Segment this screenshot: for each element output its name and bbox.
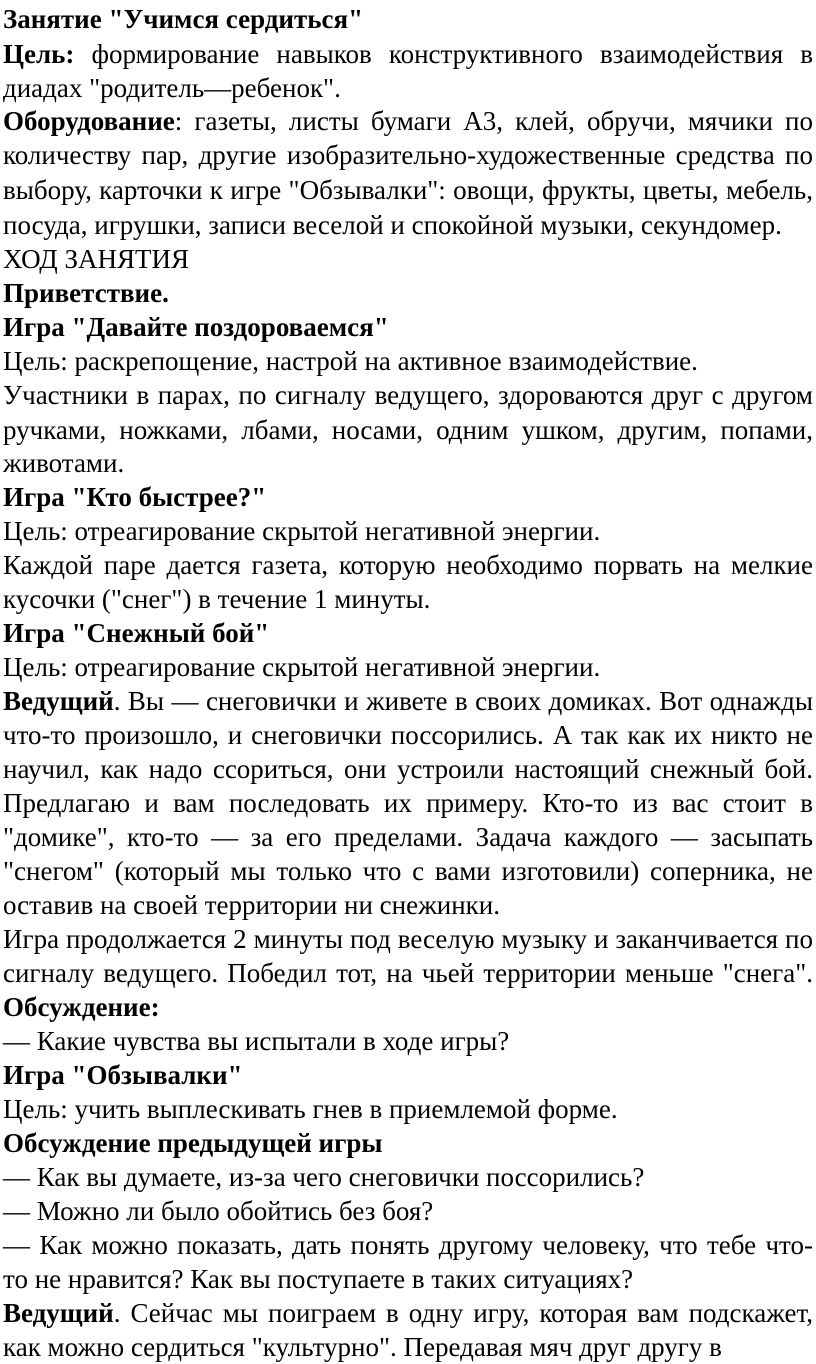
text-run: количеству пар, другие изобразительно-художественные средства по: [3, 140, 813, 170]
text-run: ХОД ЗАНЯТИЯ: [3, 244, 189, 274]
text-line: [3, 1160, 813, 1194]
text-line: [3, 71, 813, 105]
text-line: [3, 990, 813, 1024]
text-run: сигналу ведущего. Победил тот, на чьей территории меньше "снега".: [3, 958, 813, 988]
text-run: Цель: отреагирование скрытой негативной энергии.: [3, 516, 601, 546]
text-run: ручками, ножками, лбами, носами, одним ушком, другим, попами,: [3, 415, 813, 445]
text-line: [3, 854, 813, 888]
text-run: Участники в парах, по сигналу ведущего, здороваются друг с другом: [3, 380, 813, 410]
text-line: [3, 582, 813, 616]
bold-text: Обсуждение:: [3, 992, 160, 1022]
text-line: [3, 2, 813, 36]
text-line: [3, 208, 813, 242]
text-run: Цель: отреагирование скрытой негативной энергии.: [3, 652, 601, 682]
text-run: оставив на своей территории ни снежинки.: [3, 890, 500, 920]
text-line: [3, 1194, 813, 1228]
text-line: [3, 956, 813, 990]
text-line: [3, 718, 813, 752]
text-run: кусочки ("снег") в течение 1 минуты.: [3, 584, 431, 614]
text-line: [3, 413, 813, 447]
text-line: [3, 446, 813, 480]
text-line: [3, 548, 813, 582]
bold-text: Обсуждение предыдущей игры: [3, 1128, 383, 1158]
bold-text: Приветствие.: [3, 278, 169, 308]
text-line: [3, 752, 813, 786]
text-line: [3, 1262, 813, 1296]
text-run: диадах "родитель—ребенок".: [3, 73, 341, 103]
text-line: [3, 888, 813, 922]
bold-text: Игра "Давайте поздороваемся": [3, 312, 389, 342]
bold-text: Игра "Кто быстрее?": [3, 482, 267, 512]
bold-text: Занятие "Учимся сердиться": [3, 4, 364, 34]
text-run: : газеты, листы бумаги А3, клей, обручи, мячики по: [174, 106, 813, 136]
text-run: Предлагаю и вам последовать их примеру. Кто-то из вас стоит в: [3, 788, 813, 818]
text-line: [3, 1126, 813, 1160]
text-line: [3, 310, 813, 344]
text-run: — Какие чувства вы испытали в ходе игры?: [3, 1026, 510, 1056]
bold-text: Ведущий: [3, 686, 114, 716]
text-line: [3, 104, 813, 138]
text-line: [3, 1024, 813, 1058]
text-run: — Как вы думаете, из-за чего снеговички поссорились?: [3, 1162, 645, 1192]
text-run: "домике", кто-то — за его пределами. Задача каждого — засыпать: [3, 822, 813, 852]
text-run: то не нравится? Как вы поступаете в таких ситуациях?: [3, 1264, 634, 1294]
text-line: [3, 514, 813, 548]
text-line: [3, 1058, 813, 1092]
text-run: как можно сердиться "культурно". Передавая мяч друг другу в: [3, 1332, 722, 1362]
bold-text: Цель:: [3, 39, 75, 69]
text-run: что-то произошло, и снеговички поссорились. А так как их никто не: [3, 720, 813, 750]
text-run: — Можно ли было обойтись без боя?: [3, 1196, 434, 1226]
text-run: "снегом" (который мы только что с вами изготовили) соперника, не: [3, 856, 813, 886]
text-line: [3, 922, 813, 956]
text-line: [3, 650, 813, 684]
bold-text: Ведущий: [3, 1298, 114, 1328]
text-run: Цель: раскрепощение, настрой на активное взаимодействие.: [3, 346, 698, 376]
text-run: — Как можно показать, дать понять другому человеку, что тебе что-: [3, 1230, 813, 1260]
text-run: выбору, карточки к игре "Обзывалки": овощи, фрукты, цветы, мебель,: [3, 175, 813, 205]
text-line: [3, 276, 813, 310]
text-line: [3, 138, 813, 172]
text-line: [3, 684, 813, 718]
text-run: . Сейчас мы поиграем в одну игру, которая вам подскажет,: [113, 1298, 813, 1328]
text-line: [3, 344, 813, 378]
text-line: [3, 1296, 813, 1330]
text-run: животами.: [3, 448, 125, 478]
bold-text: Оборудование: [3, 106, 175, 136]
text-line: [3, 1092, 813, 1126]
text-line: [3, 242, 813, 276]
text-line: [3, 37, 813, 71]
text-run: научил, как надо ссориться, они устроили настоящий снежный бой.: [3, 754, 813, 784]
bold-text: Игра "Обзывалки": [3, 1060, 243, 1090]
text-run: Цель: учить выплескивать гнев в приемлемой форме.: [3, 1094, 618, 1124]
text-run: формирование навыков конструктивного взаимодействия в: [74, 39, 813, 69]
text-line: [3, 1228, 813, 1262]
text-line: [3, 820, 813, 854]
text-run: Каждой паре дается газета, которую необходимо порвать на мелкие: [3, 550, 813, 580]
text-line: [3, 1330, 813, 1364]
bold-text: Игра "Снежный бой": [3, 618, 270, 648]
text-line: [3, 616, 813, 650]
text-run: . Вы — снеговички и живете в своих домиках. Вот однажды: [113, 686, 813, 716]
text-run: Игра продолжается 2 минуты под веселую музыку и заканчивается по: [3, 924, 813, 954]
text-line: [3, 480, 813, 514]
text-line: [3, 173, 813, 207]
text-run: посуда, игрушки, записи веселой и спокойной музыки, секундомер.: [3, 210, 782, 240]
text-line: [3, 378, 813, 412]
text-line: [3, 786, 813, 820]
